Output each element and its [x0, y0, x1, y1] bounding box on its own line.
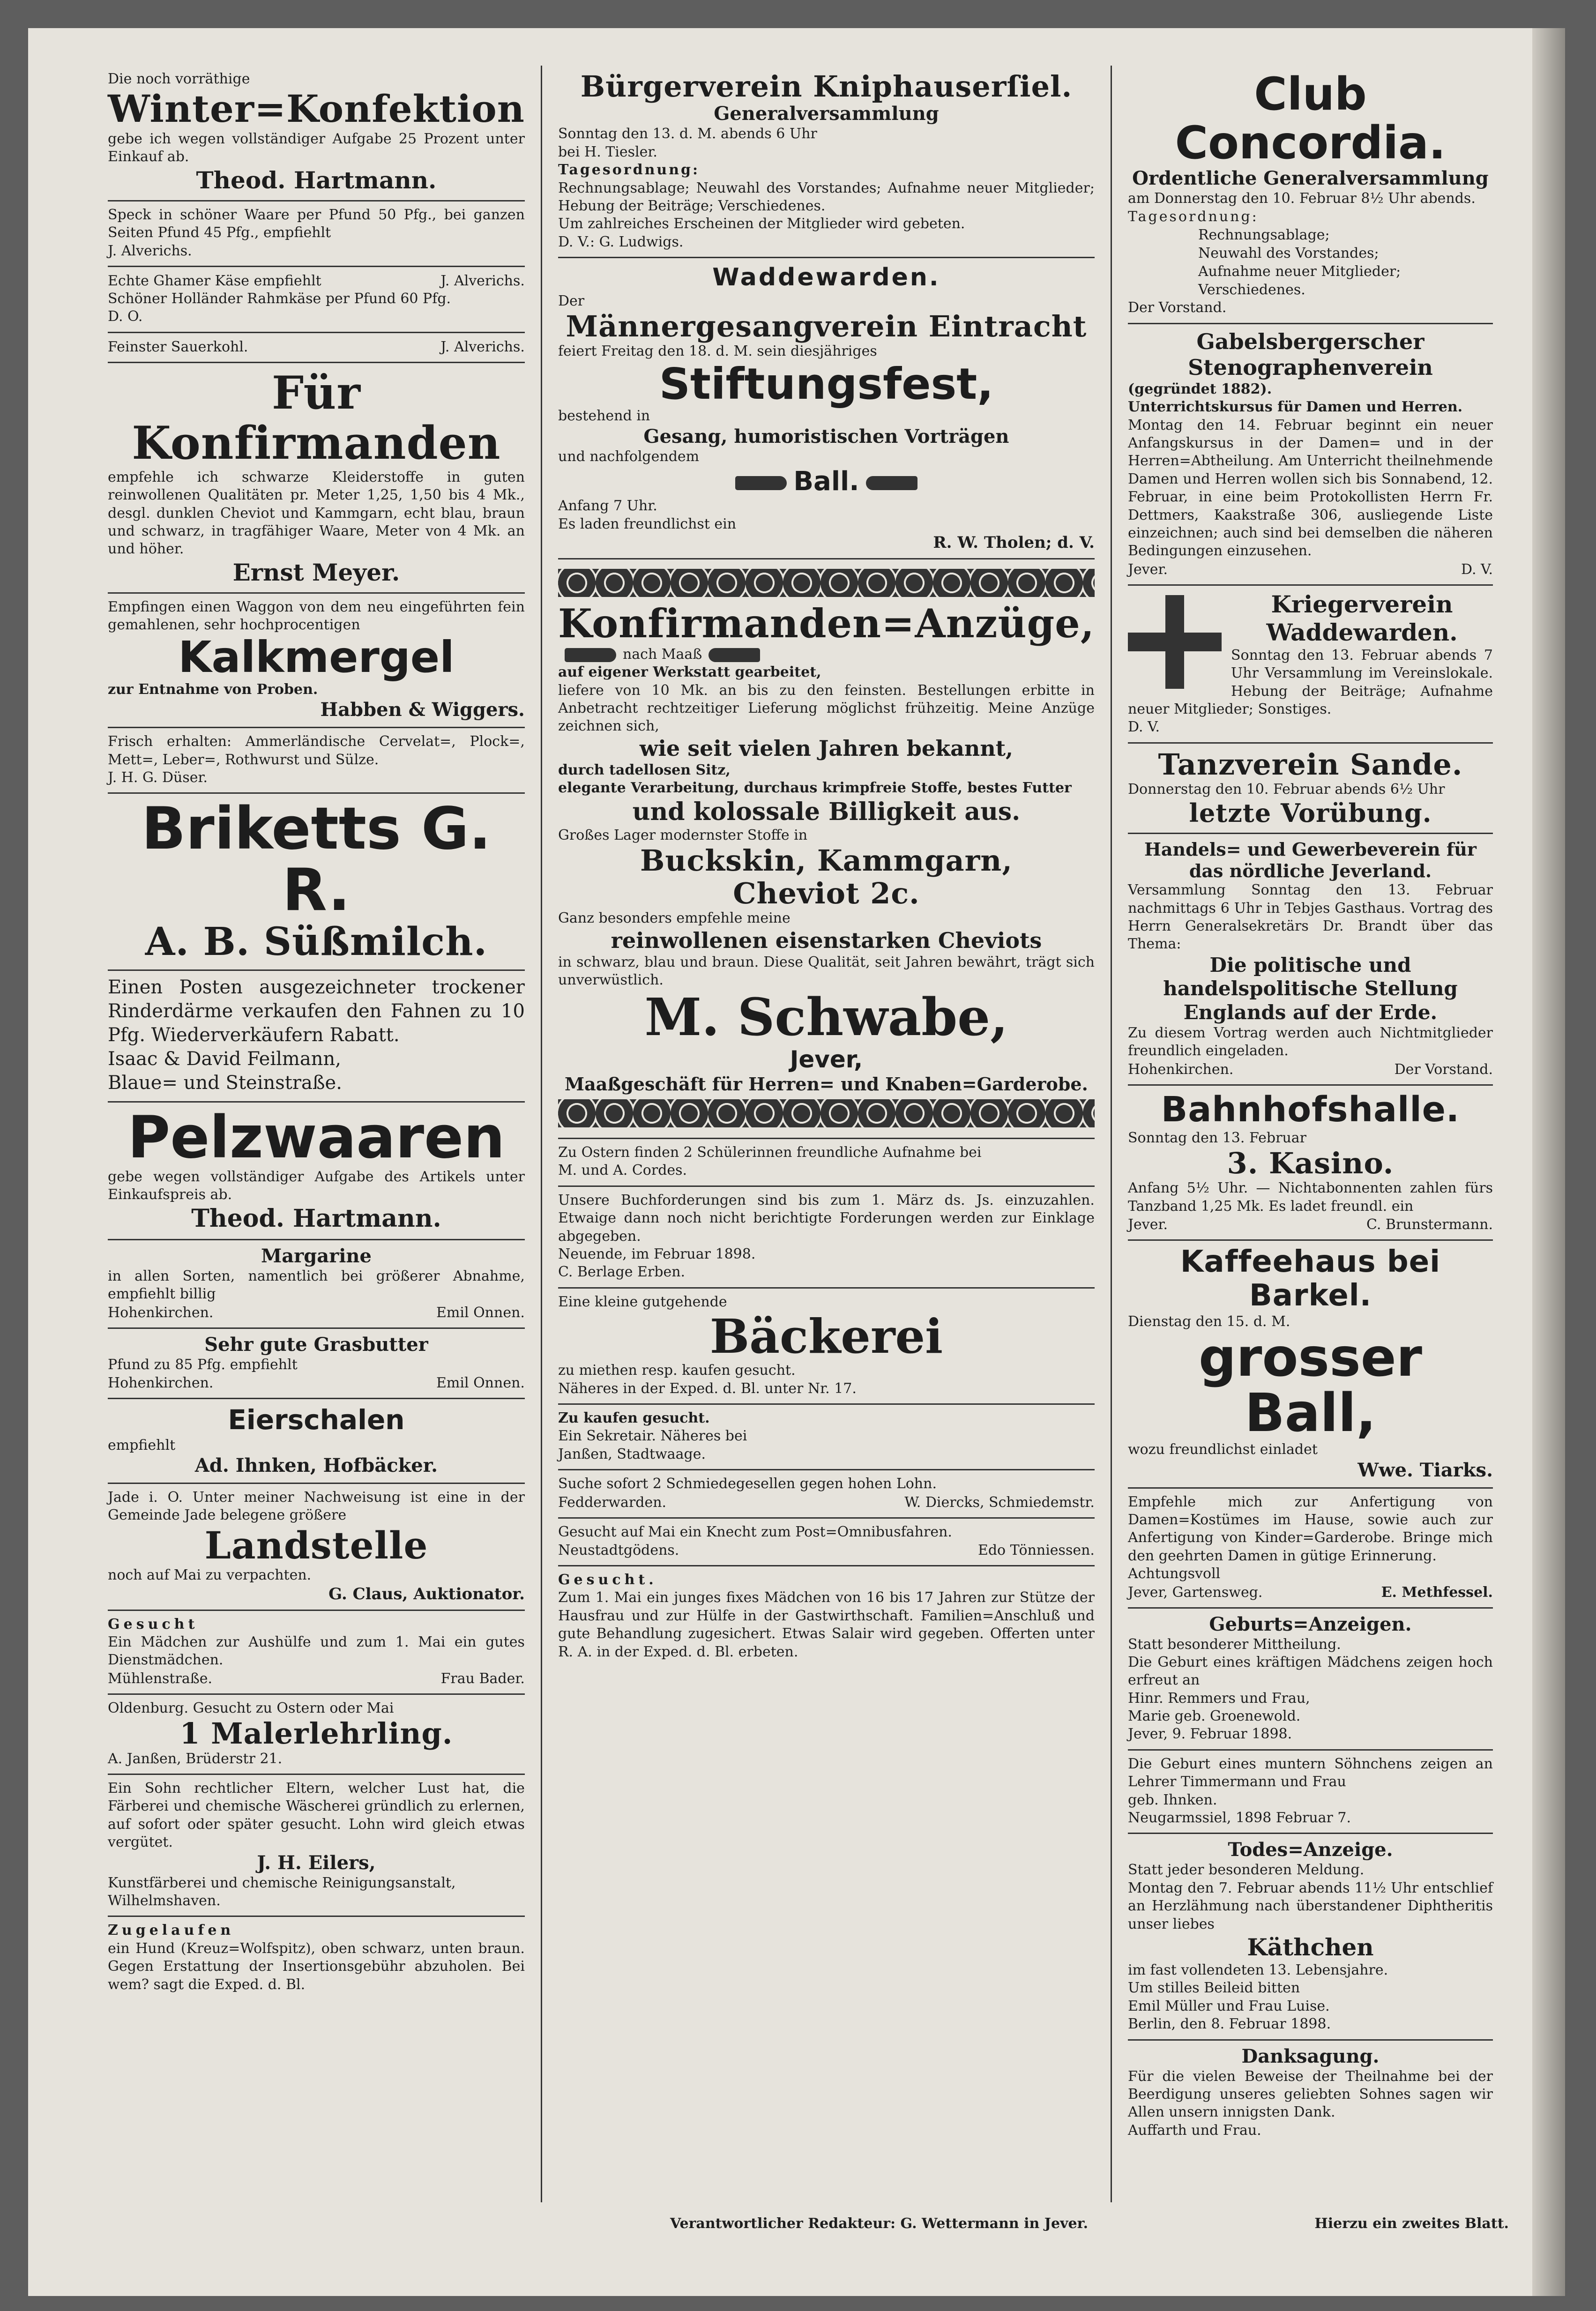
- ad-highlight: Buckskin, Kammgarn,: [640, 843, 1013, 878]
- ad-body: im fast vollendeten 13. Lebensjahre.: [1127, 1961, 1388, 1978]
- ad-title: Für Konfirmanden: [132, 366, 501, 470]
- ad-body: Frisch erhalten: Ammerländische Cervelat=, Plock=, Mett=, Leber=, Rothwurst und Sülze.: [108, 733, 525, 768]
- ad-landstelle: [108, 1484, 525, 1611]
- ad-highlight: wie seit vielen Jahren bekannt,: [639, 735, 1014, 761]
- ad-sign: Wilhelmshaven.: [108, 1892, 221, 1909]
- ad-place: Jever, Gartensweg.: [1127, 1584, 1263, 1601]
- ad-highlight: reinwollenen eisenstarken Cheviots: [611, 927, 1042, 953]
- ad-eierschalen: [108, 1399, 525, 1484]
- ad-place: Jever, 9. Februar 1898.: [1127, 1726, 1292, 1743]
- ad-sign: J. Alverichs.: [440, 338, 525, 355]
- ad-maennergesangverein: [558, 258, 1095, 559]
- ad-sign: Kunstfärberei und chemische Reinigungsanstalt,: [108, 1874, 456, 1891]
- ad-sign: C. Berlage Erben.: [558, 1264, 686, 1281]
- ad-rinderdaerme: [108, 971, 525, 1103]
- ad-kaffeehaus: [1128, 1241, 1493, 1488]
- ad-line: Achtungsvoll: [1127, 1566, 1221, 1582]
- ad-malerlehrling: [108, 1695, 525, 1775]
- pointing-hand-icon: [709, 648, 760, 662]
- ad-place: Jever.: [1127, 1216, 1168, 1233]
- ad-footer: Maaßgeschäft für Herren= und Knaben=Garderobe.: [565, 1073, 1088, 1095]
- ad-line: Ganz besonders empfehle meine: [558, 910, 791, 927]
- ad-title: Geburts=Anzeigen.: [1209, 1613, 1412, 1635]
- column-1: [108, 66, 541, 2202]
- ad-title: Sehr gute Grasbutter: [204, 1333, 428, 1356]
- ad-title: Konfirmanden=Anzüge,: [558, 600, 1095, 647]
- ad-body: Unsere Buchforderungen sind bis zum 1. März ds. Js. einzuzahlen. Etwaige dann noch nicht berichtigte Forderungen werden zur Einklage abgegeben.: [558, 1192, 1095, 1245]
- ad-body: Zum 1. Mai ein junges fixes Mädchen von 16 bis 17 Jahren zur Stütze der Hausfrau und zur Hülfe in der Gastwirthschaft. Familien=Anschluß und gute Behandlung zugesichert. Etwas Salair wird gegeben. Offerten unter R. A. in der Exped. d. Bl. erbeten.: [558, 1589, 1095, 1660]
- ad-geburt-timmermann: [1128, 1751, 1493, 1834]
- ad-title: Eierschalen: [228, 1404, 405, 1436]
- ad-line: Echte Ghamer Käse empfiehlt: [108, 272, 321, 289]
- ad-sign: Janßen, Stadtwaage.: [558, 1446, 706, 1462]
- ad-sign: Theod. Hartmann.: [196, 166, 437, 194]
- ad-body: gebe ich wegen vollständiger Aufgabe 25 Prozent unter Einkauf ab.: [108, 130, 525, 165]
- iron-cross-icon: [1128, 595, 1222, 689]
- ad-title: Handels= und Gewerbeverein für das nördliche Jeverland.: [1144, 839, 1477, 881]
- ad-sign: Emil Onnen.: [436, 1304, 525, 1321]
- ad-body: noch auf Mai zu verpachten.: [108, 1567, 312, 1584]
- ad-sign: D. O.: [108, 308, 143, 325]
- ad-title: Briketts G. R.: [142, 795, 491, 924]
- ad-title: Club Concordia.: [1175, 68, 1446, 169]
- pointing-hand-icon: [735, 476, 787, 490]
- ad-body: Montag den 7. Februar abends 11½ Uhr entschlief an Herzlähmung nach überstandener Diphtheritis unser liebes: [1127, 1879, 1493, 1932]
- ad-place: Jever,: [790, 1045, 863, 1073]
- ad-sign: J. Alverichs.: [440, 272, 525, 289]
- ad-kriegerverein: [1128, 586, 1493, 744]
- ad-fuer-konfirmanden: [108, 363, 525, 594]
- ad-faerberei: [108, 1775, 525, 1917]
- ad-title: grosser Ball,: [1199, 1327, 1422, 1444]
- ad-body: Gesucht auf Mai ein Knecht zum Post=Omnibusfahren.: [558, 1523, 952, 1540]
- ad-pre: Der: [558, 292, 585, 309]
- ad-sign: M. und A. Cordes.: [558, 1162, 687, 1179]
- ad-winter-konfektion: [108, 66, 525, 201]
- ad-sign: D. V.: [1127, 719, 1160, 736]
- ad-body: feiert Freitag den 18. d. M. sein diesjähriges: [558, 343, 877, 360]
- ad-title: Gesucht: [108, 1616, 199, 1633]
- ad-sign: C. Brunstermann.: [1366, 1216, 1493, 1233]
- ad-line: Gesang, humoristischen Vorträgen: [643, 425, 1009, 447]
- ad-body: Die Geburt eines kräftigen Mädchens zeigen hoch erfreut an: [1127, 1654, 1493, 1689]
- column-3: [1111, 66, 1509, 2202]
- ad-todes-anzeige: [1128, 1834, 1493, 2040]
- ad-bahnhofshalle: [1128, 1086, 1493, 1241]
- ad-line: nach Maaß: [622, 646, 702, 663]
- footer-note: Hierzu ein zweites Blatt.: [1314, 2215, 1509, 2232]
- ad-sign: A. B. Süßmilch.: [145, 919, 488, 964]
- ad-briketts: [108, 794, 525, 970]
- ad-zu-kaufen: [558, 1405, 1095, 1470]
- ad-sub: (gegründet 1882).: [1127, 380, 1272, 397]
- ad-pre: Eine kleine gutgehende: [558, 1293, 727, 1310]
- ad-body: Jade i. O. Unter meiner Nachweisung ist eine in der Gemeinde Jade belegene größere: [108, 1489, 525, 1524]
- ad-kalkmergel: [108, 594, 525, 729]
- ad-body: Dienstag den 15. d. M.: [1127, 1313, 1290, 1330]
- ad-sub: Ordentliche Generalversammlung: [1132, 167, 1489, 190]
- ad-place: Waddewarden.: [712, 263, 940, 292]
- page-edge: [1532, 28, 1565, 2296]
- ad-title: Tanzverein Sande.: [1158, 747, 1463, 782]
- ad-body: wozu freundlichst einladet: [1127, 1441, 1318, 1458]
- ad-sign: J. Alverichs.: [108, 242, 192, 259]
- footer-editor: Verantwortlicher Redakteur: G. Wettermann in Jever.: [670, 2215, 1089, 2232]
- ad-names: Hinr. Remmers und Frau,: [1127, 1690, 1310, 1707]
- ad-speck: [108, 201, 525, 267]
- ad-body: Zu diesem Vortrag werden auch Nichtmitglieder freundlich eingeladen.: [1127, 1024, 1493, 1059]
- ad-line: und nachfolgendem: [558, 448, 700, 465]
- ad-title: Danksagung.: [1241, 2045, 1380, 2067]
- ad-body: Suche sofort 2 Schmiedegesellen gegen hohen Lohn.: [558, 1476, 937, 1492]
- ad-sub: Tagesordnung:: [1127, 208, 1259, 225]
- column-2: [541, 66, 1111, 2202]
- ad-kaese: [108, 267, 525, 333]
- ad-body: gebe wegen vollständiger Aufgabe des Artikels unter Einkaufspreis ab.: [108, 1168, 525, 1203]
- ad-title: Zu kaufen gesucht.: [558, 1410, 710, 1426]
- ad-line: Feinster Sauerkohl.: [108, 338, 248, 355]
- ad-body: Empfehle mich zur Anfertigung von Damen=Kostümes im Hause, sowie auch zur Anfertigung von Kinder=Garderobe. Bringe mich den geehrten Damen in gütige Erinnerung.: [1127, 1493, 1493, 1564]
- list-item: Rechnungsablage;: [1198, 227, 1330, 244]
- ad-sign: Ad. Ihnken, Hofbäcker.: [194, 1454, 438, 1477]
- ad-sign: A. Janßen, Brüderstr 21.: [108, 1750, 283, 1767]
- ad-body: Sonntag den 13. Februar: [1127, 1129, 1306, 1146]
- ad-place: Mühlenstraße.: [108, 1670, 213, 1687]
- ad-line: durch tadellosen Sitz,: [558, 761, 731, 778]
- ad-title: Männergesangverein Eintracht: [566, 309, 1087, 343]
- ad-title: 3. Kasino.: [1227, 1146, 1394, 1181]
- ad-sign: J. H. Eilers,: [257, 1851, 376, 1874]
- ad-place: Neuende, im Februar 1898.: [558, 1246, 756, 1263]
- ad-sub: zur Entnahme von Proben.: [108, 681, 318, 698]
- ad-title: Stiftungsfest,: [659, 358, 994, 409]
- ad-title: Kriegerverein Waddewarden.: [1266, 590, 1458, 646]
- ad-buchforderungen: [558, 1187, 1095, 1289]
- ad-body: Sonntag den 13. Februar abends 7 Uhr Versammlung im Vereinslokale. Hebung der Beiträge; Aufnahme neuer Mitglieder; Sonstiges.: [1127, 647, 1493, 717]
- ad-sign: R. W. Tholen; d. V.: [933, 533, 1095, 552]
- ad-sign: Blaue= und Steinstraße.: [108, 1072, 342, 1094]
- ad-sign: Edo Tönniessen.: [977, 1542, 1095, 1558]
- ad-title: Bürgerverein Kniphauserſiel.: [580, 69, 1073, 104]
- ad-sign: Wwe. Tiarks.: [1357, 1459, 1493, 1481]
- ad-place: Hohenkirchen.: [1127, 1061, 1234, 1078]
- ad-knecht: [558, 1519, 1095, 1566]
- ad-highlight: Die politische und handelspolitische Stellung Englands auf der Erde.: [1163, 953, 1458, 1024]
- ad-sign: G. Claus, Auktionator.: [328, 1584, 525, 1603]
- ad-line: auf eigener Werkstatt gearbeitet,: [558, 664, 821, 681]
- ad-danksagung: [1128, 2041, 1493, 2146]
- ad-sign: Habben & Wiggers.: [320, 699, 525, 721]
- ad-sign: Auffarth und Frau.: [1127, 2122, 1261, 2139]
- ornament-border: [558, 1099, 1095, 1127]
- ad-gewerbeverein: [1128, 834, 1493, 1086]
- ad-sign: J. H. G. Düser.: [108, 769, 208, 786]
- ad-line: elegante Verarbeitung, durchaus krimpfreie Stoffe, bestes Futter: [558, 780, 1072, 797]
- ad-title: Kaffeehaus bei Barkel.: [1180, 1245, 1441, 1313]
- ad-wurst: [108, 728, 525, 794]
- ad-body: empfehle ich schwarze Kleiderstoffe in guten reinwollenen Qualitäten pr. Meter 1,25, 1,50 bis 4 Mk., desgl. dunklen Cheviot und Kammgarn, echt blau, braun und schwarz, in tragfähiger Waare, Meter von 4 Mk. an und höher.: [108, 469, 525, 558]
- list-item: Neuwahl des Vorstandes;: [1198, 245, 1379, 262]
- ad-sub: Tagesordnung:: [558, 162, 700, 179]
- newspaper-page: [28, 28, 1565, 2296]
- ad-body: Donnerstag den 10. Februar abends 6½ Uhr: [1127, 781, 1445, 798]
- ad-body: Speck in schöner Waare per Pfund 50 Pfg., bei ganzen Seiten Pfund 45 Pfg., empfiehlt: [108, 206, 525, 241]
- ad-body: Ein Mädchen zur Aushülfe und zum 1. Mai ein gutes Dienstmädchen.: [108, 1634, 525, 1669]
- ad-title: Bahnhofshalle.: [1161, 1089, 1460, 1130]
- ad-buergerverein: [558, 66, 1095, 258]
- ad-sign: Der Vorstand.: [1127, 299, 1227, 316]
- ad-body: Oldenburg. Gesucht zu Ostern oder Mai: [108, 1700, 394, 1716]
- ad-body: Näheres in der Exped. d. Bl. unter Nr. 17.: [558, 1380, 857, 1397]
- ad-body: Rechnungsablage; Neuwahl des Vorstandes; Aufnahme neuer Mitglieder; Hebung der Beiträge; Verschiedenes.: [558, 179, 1095, 214]
- ad-gesucht-stuetze: [558, 1566, 1095, 1667]
- ad-highlight: Käthchen: [1247, 1933, 1374, 1961]
- ad-sign: E. Methfessel.: [1381, 1584, 1493, 1601]
- ad-sign: W. Diercks, Schmiedemstr.: [904, 1494, 1095, 1511]
- ad-title: Gesucht.: [558, 1571, 657, 1588]
- list-item: Verschiedenes.: [1198, 282, 1305, 298]
- ad-sign: D. V.: G. Ludwigs.: [558, 233, 684, 250]
- ad-place: Hohenkirchen.: [108, 1375, 214, 1392]
- ad-title: Landstelle: [204, 1523, 428, 1567]
- ad-schwabe: [558, 559, 1095, 1139]
- ad-body: in schwarz, blau und braun. Diese Qualität, seit Jahren bewährt, trägt sich unverwüstlich.: [558, 954, 1095, 989]
- ad-body: Einen Posten ausgezeichneter trockener Rinderdärme verkaufen den Fahnen zu 10 Pfg. Wiederverkäufern Rabatt.: [108, 976, 525, 1046]
- pointing-hand-icon: [866, 476, 917, 490]
- ad-place: Jever.: [1127, 561, 1168, 578]
- ad-line: Schöner Holländer Rahmkäse per Pfund 60 Pfg.: [108, 290, 451, 307]
- ad-body: Montag den 14. Februar beginnt ein neuer Anfangskursus in der Damen= und in der Herren=Abtheilung. Am Unterricht theilnehmende Damen und Herren wollen sich bis Sonnabend, 12. Februar, in eine beim Protokollisten Herrn Fr. Dettmers, Kaakstraße 306, ausliegende Liste einzeichnen; auch sind bei demselben die näheren Bedingungen einzusehen.: [1127, 417, 1493, 559]
- ad-schuelerinnen: [558, 1139, 1095, 1187]
- ad-line: Sonntag den 13. d. M. abends 6 Uhr: [558, 126, 817, 142]
- list-item: Aufnahme neuer Mitglieder;: [1198, 263, 1401, 280]
- ad-body: Die Geburt eines muntern Söhnchens zeigen an Lehrer Timmermann und Frau: [1127, 1755, 1493, 1790]
- ad-body: Ein Sekretair. Näheres bei: [558, 1428, 747, 1445]
- ad-sign: M. Schwabe,: [644, 986, 1008, 1047]
- ad-title: Gabelsbergerscher Stenographenverein: [1188, 328, 1433, 380]
- ad-sub: Unterrichtskursus für Damen und Herren.: [1127, 399, 1463, 416]
- ad-title: Margarine: [261, 1245, 372, 1267]
- ad-body: Ein Sohn rechtlicher Eltern, welcher Lust hat, die Färberei und chemische Wäscherei gründlich zu erlernen, auf sofort oder später gesucht. Lohn wird gleich etwas vergütet.: [108, 1780, 525, 1851]
- ad-zugelaufen: [108, 1917, 525, 1999]
- ad-sign: Isaac & David Feilmann,: [108, 1048, 341, 1070]
- ad-body: liefere von 10 Mk. an bis zu den feinsten. Bestellungen erbitte in Anbetracht rechtzeitiger Lieferung möglichst frühzeitig. Meine Anzüge zeichnen sich,: [558, 682, 1095, 735]
- ad-title: letzte Vorübung.: [1189, 798, 1432, 828]
- ad-names: geb. Ihnken.: [1127, 1791, 1217, 1808]
- ad-body: Zu Ostern finden 2 Schülerinnen freundliche Aufnahme bei: [558, 1144, 982, 1161]
- ad-body: Für die vielen Beweise der Theilnahme bei der Beerdigung unseres geliebten Sohnes sagen wir Allen unsern innigsten Dank.: [1127, 2068, 1493, 2121]
- ad-line: bestehend in: [558, 408, 650, 425]
- ad-body: Versammlung Sonntag den 13. Februar nachmittags 6 Uhr in Tebjes Gasthaus. Vortrag des Herrn Generalsekretärs Dr. Brandt über das Thema:: [1127, 882, 1493, 953]
- ad-stenographenverein: [1128, 324, 1493, 586]
- ad-title: 1 Malerlehrling.: [179, 1716, 453, 1751]
- ad-body: zu miethen resp. kaufen gesucht.: [558, 1362, 796, 1379]
- ad-place: Berlin, den 8. Februar 1898.: [1127, 2016, 1331, 2033]
- pointing-hand-icon: [565, 648, 616, 662]
- ad-pre: Die noch vorräthige: [108, 71, 250, 87]
- ad-body: ein Hund (Kreuz=Wolfspitz), oben schwarz, unten braun. Gegen Erstattung der Insertionsgebühr abzuholen. Bei wem? sagt die Exped. d. Bl.: [108, 1940, 525, 1993]
- ad-baeckerei: [558, 1289, 1095, 1405]
- ad-sign: Frau Bader.: [440, 1670, 525, 1687]
- ad-sign: Der Vorstand.: [1394, 1061, 1493, 1078]
- ad-sign: Ernst Meyer.: [232, 558, 400, 586]
- ad-grasbutter: [108, 1329, 525, 1399]
- ad-title: Zugelaufen: [108, 1922, 235, 1939]
- ad-sauerkohl: [108, 333, 525, 363]
- ad-title: Pelzwaaren: [127, 1103, 505, 1171]
- ad-line: Anfang 7 Uhr.: [558, 498, 657, 514]
- ad-margarine: [108, 1240, 525, 1329]
- columns: [108, 66, 1509, 2202]
- ad-title: Kalkmergel: [178, 632, 455, 683]
- ad-place: Neugarmssiel, 1898 Februar 7.: [1127, 1810, 1351, 1826]
- ad-gesucht-maedchen: [108, 1611, 525, 1695]
- ad-sub: Statt besonderer Mittheilung.: [1127, 1636, 1341, 1653]
- ad-body: Pfund zu 85 Pfg. empfiehlt: [108, 1356, 298, 1373]
- ad-line: bei H. Tiesler.: [558, 143, 657, 160]
- ad-body: Empfingen einen Waggon von dem neu eingeführten fein gemahlenen, sehr hochprocentigen: [108, 598, 525, 634]
- ad-place: Neustadtgödens.: [558, 1542, 679, 1558]
- ad-place: Hohenkirchen.: [108, 1304, 214, 1321]
- ad-names: Marie geb. Groenewold.: [1127, 1708, 1301, 1725]
- ad-tanzverein: [1128, 744, 1493, 834]
- ad-highlight: Cheviot 2c.: [733, 876, 920, 910]
- ad-title: Ball.: [793, 466, 859, 497]
- ad-title: Todes=Anzeige.: [1228, 1839, 1393, 1861]
- ad-sub: Statt jeder besonderen Meldung.: [1127, 1862, 1365, 1879]
- ad-geburt-remmers: [1128, 1609, 1493, 1751]
- ad-line: Großes Lager modernster Stoffe in: [558, 827, 808, 844]
- ornament-border: [558, 569, 1095, 597]
- ad-title: Winter=Konfektion: [108, 87, 525, 131]
- ad-body: Anfang 5½ Uhr. — Nichtabonnenten zahlen fürs Tanzband 1,25 Mk. Es ladet freundl. ein: [1127, 1180, 1493, 1215]
- ad-place: Fedderwarden.: [558, 1494, 667, 1511]
- ad-sign: D. V.: [1461, 561, 1493, 578]
- ad-sub: empfiehlt: [108, 1437, 176, 1454]
- ad-pelzwaaren: [108, 1103, 525, 1240]
- ad-line: Es laden freundlichst ein: [558, 515, 737, 532]
- ad-body: in allen Sorten, namentlich bei größerer Abnahme, empfiehlt billig: [108, 1267, 525, 1303]
- ad-club-concordia: [1128, 66, 1493, 324]
- ad-names: Emil Müller und Frau Luise.: [1127, 1998, 1330, 2014]
- ad-body: Um zahlreiches Erscheinen der Mitglieder wird gebeten.: [558, 216, 965, 232]
- ad-body: am Donnerstag den 10. Februar 8½ Uhr abends.: [1127, 190, 1476, 207]
- ad-methfessel: [1128, 1489, 1493, 1609]
- ad-sub: Generalversammlung: [714, 103, 939, 125]
- ad-line: Um stilles Beileid bitten: [1127, 1980, 1300, 1997]
- ad-sign: Theod. Hartmann.: [191, 1204, 441, 1233]
- ad-sign: Emil Onnen.: [436, 1375, 525, 1392]
- page-footer: [108, 2202, 1509, 2232]
- ad-highlight: und kolossale Billigkeit aus.: [632, 797, 1021, 826]
- ad-schmiedegesellen: [558, 1470, 1095, 1518]
- ad-title: Bäckerei: [709, 1309, 943, 1364]
